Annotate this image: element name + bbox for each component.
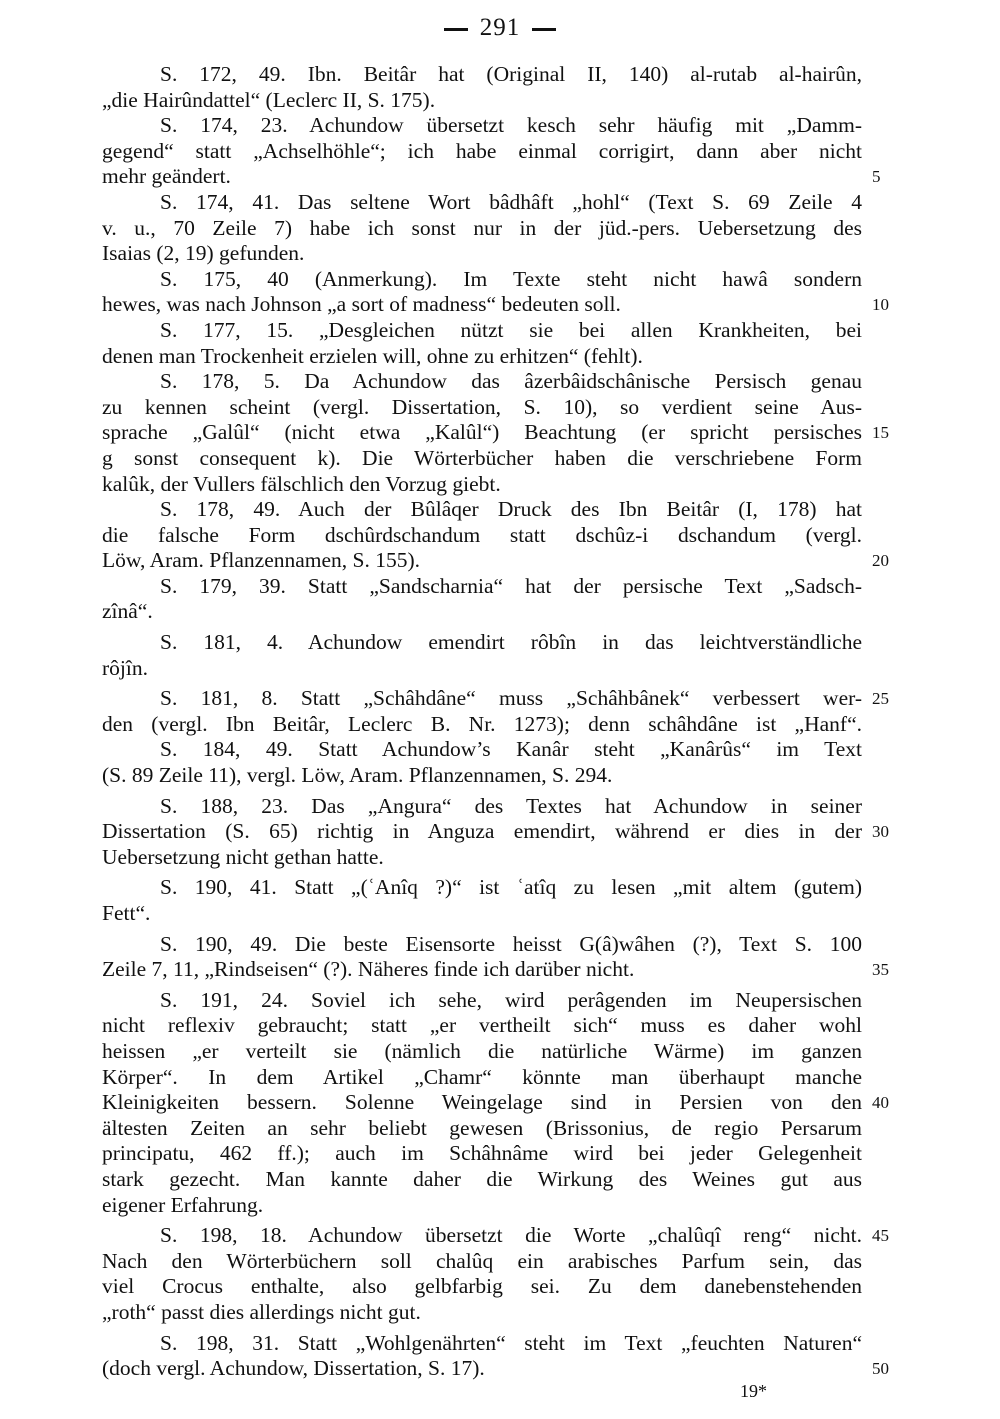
text-line — [102, 737, 862, 763]
line-number: 30 — [872, 822, 889, 842]
line-text: Fett“. — [102, 901, 151, 925]
text-line — [102, 241, 862, 267]
text-line — [102, 599, 862, 625]
text-line — [102, 113, 862, 139]
text-line — [102, 446, 862, 472]
line-text: principatu, 462 ff.); auch im Schâhnâme wird bei jeder Gelegenheit — [102, 1141, 862, 1166]
text-line — [102, 712, 862, 738]
text-line — [102, 1013, 862, 1039]
text-line — [102, 1116, 862, 1142]
line-text: S. 190, 41. Statt „(ʿAnîq ?)“ ist ʿatîq zu lesen „mit altem (gutem) — [160, 875, 862, 900]
right-dash — [532, 28, 556, 31]
line-text: ältesten Zeiten an sehr beliebt gewesen (Brissonius, de regio Persarum — [102, 1115, 862, 1140]
text-line — [102, 1300, 862, 1326]
text-line — [102, 763, 862, 789]
line-number: 25 — [872, 689, 889, 709]
line-text: Zeile 7, 11, „Rindseisen“ (?). Näheres finde ich darüber nicht. — [102, 957, 635, 982]
line-number: 50 — [872, 1359, 889, 1379]
line-text: S. 181, 4. Achundow emendirt rôbîn in das leichtverständliche — [160, 630, 862, 655]
line-text: S. 188, 23. Das „Angura“ des Textes hat Achundow in seiner — [160, 793, 862, 818]
text-line — [102, 1249, 862, 1275]
line-text: „die Hairûndattel“ (Leclerc II, S. 175). — [102, 87, 436, 112]
text-line — [102, 1039, 862, 1065]
text-line — [102, 686, 889, 712]
text-line — [102, 318, 862, 344]
line-text: mehr geändert. — [102, 164, 231, 189]
text-line — [102, 62, 862, 88]
line-text: S. 178, 5. Da Achundow das âzerbâidschânische Persisch genau — [160, 369, 862, 394]
text-line — [102, 1141, 862, 1167]
text-line — [102, 1356, 889, 1382]
text-line — [102, 819, 889, 845]
body-text — [102, 62, 889, 1382]
line-number: 40 — [872, 1093, 889, 1113]
line-text: sprache „Galûl“ (nicht etwa „Kalûl“) Beachtung (er spricht persisches — [102, 420, 862, 445]
line-text: S. 190, 49. Die beste Eisensorte heisst G(â)wâhen (?), Text S. 100 — [160, 931, 862, 956]
text-line — [102, 574, 862, 600]
text-line — [102, 1065, 862, 1091]
line-text: viel Crocus enthalte, also gelbfarbig sei. Zu dem danebenstehenden — [102, 1274, 862, 1299]
line-text: eigener Erfahrung. — [102, 1192, 264, 1217]
line-text: Löw, Aram. Pflanzennamen, S. 155). — [102, 548, 421, 573]
line-text: S. 179, 39. Statt „Sandscharnia“ hat der persische Text „Sadsch- — [160, 573, 862, 598]
line-text: nicht reflexiv gebraucht; statt „er vertheilt sich“ muss es daher wohl — [102, 1013, 862, 1038]
text-line — [102, 267, 862, 293]
line-text: Uebersetzung nicht gethan hatte. — [102, 844, 384, 869]
text-line — [102, 901, 862, 927]
text-line — [102, 344, 862, 370]
text-line — [102, 988, 862, 1014]
line-text: denen man Trockenheit erzielen will, ohne zu erhitzen“ (fehlt). — [102, 343, 643, 368]
line-number: 20 — [872, 551, 889, 571]
line-text: S. 172, 49. Ibn. Beitâr hat (Original II, 140) al-rutab al-hairûn, — [160, 62, 862, 86]
text-line — [102, 292, 889, 318]
line-text: den (vergl. Ibn Beitâr, Leclerc B. Nr. 1273); denn schâhdâne ist „Hanf“. — [102, 711, 862, 736]
line-number: 15 — [872, 423, 889, 443]
text-line — [102, 190, 862, 216]
line-text: kalûk, der Vullers fälschlich den Vorzug giebt. — [102, 471, 501, 496]
line-text: S. 174, 41. Das seltene Wort bâdhâft „hohl“ (Text S. 69 Zeile 4 — [160, 189, 862, 214]
text-line — [102, 794, 862, 820]
page-header — [0, 14, 1000, 42]
text-line — [102, 1090, 889, 1116]
text-line — [102, 472, 862, 498]
line-text: rôjîn. — [102, 655, 148, 680]
line-text: stark gezecht. Man kannte daher die Wirkung des Weines gut aus — [102, 1166, 862, 1191]
line-text: S. 198, 31. Statt „Wohlgenährten“ steht im Text „feuchten Naturen“ — [160, 1330, 862, 1355]
text-line — [102, 164, 881, 190]
text-line — [102, 1274, 862, 1300]
line-text: S. 184, 49. Statt Achundow’s Kanâr steht „Kanârûs“ im Text — [160, 737, 862, 762]
line-text: (S. 89 Zeile 11), vergl. Löw, Aram. Pflanzennamen, S. 294. — [102, 763, 613, 788]
line-text: die falsche Form dschûrdschandum statt dschûz-i dschandum (vergl. — [102, 522, 862, 547]
text-line — [102, 420, 889, 446]
line-text: „roth“ passt dies allerdings nicht gut. — [102, 1299, 421, 1324]
text-line — [102, 548, 889, 574]
text-line — [102, 656, 862, 682]
line-text: hewes, was nach Johnson „a sort of madness“ bedeuten soll. — [102, 292, 621, 317]
text-line — [102, 395, 862, 421]
line-text: zu kennen scheint (vergl. Dissertation, S. 10), so verdient seine Aus- — [102, 394, 862, 419]
text-line — [102, 1331, 862, 1357]
text-line — [102, 369, 862, 395]
line-text: g sonst consequent k). Die Wörterbücher haben die verschriebene Form — [102, 445, 862, 470]
text-line — [102, 630, 862, 656]
text-line — [102, 523, 862, 549]
line-text: Isaias (2, 19) gefunden. — [102, 241, 305, 266]
text-line — [102, 932, 862, 958]
left-dash — [444, 28, 468, 31]
line-number: 5 — [872, 167, 881, 187]
line-text: zînâ“. — [102, 599, 153, 624]
line-text: Kleinigkeiten bessern. Solenne Weingelage sind in Persien von den — [102, 1090, 862, 1115]
text-line — [102, 497, 862, 523]
line-text: v. u., 70 Zeile 7) habe ich sonst nur in der jüd.-pers. Uebersetzung des — [102, 215, 862, 240]
line-text: S. 198, 18. Achundow übersetzt die Worte „chalûqî reng“ nicht. — [160, 1223, 862, 1248]
line-text: Körper“. In dem Artikel „Chamr“ könnte man überhaupt manche — [102, 1064, 862, 1089]
text-line — [102, 875, 862, 901]
line-text: gegend“ statt „Achselhöhle“; ich habe einmal corrigirt, dann aber nicht — [102, 138, 862, 163]
text-line — [102, 139, 862, 165]
line-text: heissen „er verteilt sie (nämlich die natürliche Wärme) im ganzen — [102, 1038, 862, 1063]
line-text: S. 191, 24. Soviel ich sehe, wird perâgenden im Neupersischen — [160, 987, 862, 1012]
line-text: S. 174, 23. Achundow übersetzt kesch sehr häufig mit „Damm- — [160, 113, 862, 138]
line-text: S. 177, 15. „Desgleichen nützt sie bei allen Krankheiten, bei — [160, 317, 862, 342]
line-text: Nach den Wörterbüchern soll chalûq ein arabisches Parfum sein, das — [102, 1248, 862, 1273]
line-number: 35 — [872, 960, 889, 980]
page-number: 291 — [479, 14, 521, 41]
text-line — [102, 1223, 889, 1249]
line-number: 10 — [872, 295, 889, 315]
line-text: S. 181, 8. Statt „Schâhdâne“ muss „Schâhbânek“ verbessert wer- — [160, 686, 862, 711]
line-text: Dissertation (S. 65) richtig in Anguza emendirt, während er dies in der — [102, 819, 862, 844]
text-line — [102, 1193, 862, 1219]
text-line — [102, 1167, 862, 1193]
text-line — [102, 957, 889, 983]
text-line — [102, 88, 862, 114]
text-line — [102, 216, 862, 242]
line-text: S. 175, 40 (Anmerkung). Im Texte steht nicht hawâ sondern — [160, 266, 862, 291]
text-line — [102, 845, 862, 871]
line-text: S. 178, 49. Auch der Bûlâqer Druck des Ibn Beitâr (I, 178) hat — [160, 497, 862, 522]
line-number: 45 — [872, 1226, 889, 1246]
line-text: (doch vergl. Achundow, Dissertation, S. 17). — [102, 1356, 485, 1381]
signature-mark: 19* — [740, 1381, 767, 1401]
